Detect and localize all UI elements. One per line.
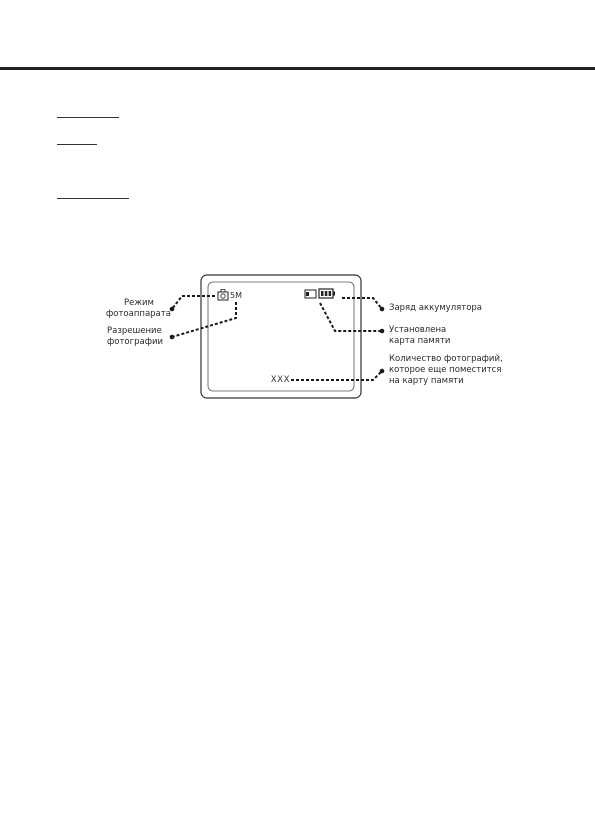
- camera-mode-icon: [218, 290, 228, 301]
- leader-battery: [342, 298, 382, 309]
- leader-camera-mode: [172, 296, 215, 309]
- label-photo-count-line2: которое еще поместится: [389, 365, 502, 375]
- dot-resolution: [170, 335, 175, 340]
- photo-counter-value: XXX: [271, 375, 291, 385]
- label-resolution-line1: Разрешение: [107, 326, 162, 336]
- dot-memory-card: [380, 329, 385, 334]
- label-camera-mode-line1: Режим: [124, 298, 154, 308]
- memory-card-icon: [305, 290, 316, 298]
- label-photo-count-line3: на карту памяти: [389, 376, 464, 386]
- label-camera-mode-line2: фотоаппарата: [106, 309, 171, 319]
- leader-photo-count: [291, 371, 382, 380]
- label-memory-card-line2: карта памяти: [389, 336, 451, 346]
- dot-photo-count: [380, 369, 385, 374]
- resolution-value: 5M: [230, 291, 242, 300]
- label-memory-card-line1: Установлена: [389, 325, 447, 335]
- battery-icon: [319, 289, 335, 298]
- dot-battery: [380, 307, 385, 312]
- label-photo-count-line1: Количество фотографий,: [389, 354, 503, 364]
- label-resolution-line2: фотографии: [107, 337, 164, 347]
- label-battery: Заряд аккумулятора: [389, 303, 482, 313]
- leader-resolution: [172, 302, 236, 337]
- leader-memory-card: [320, 303, 382, 331]
